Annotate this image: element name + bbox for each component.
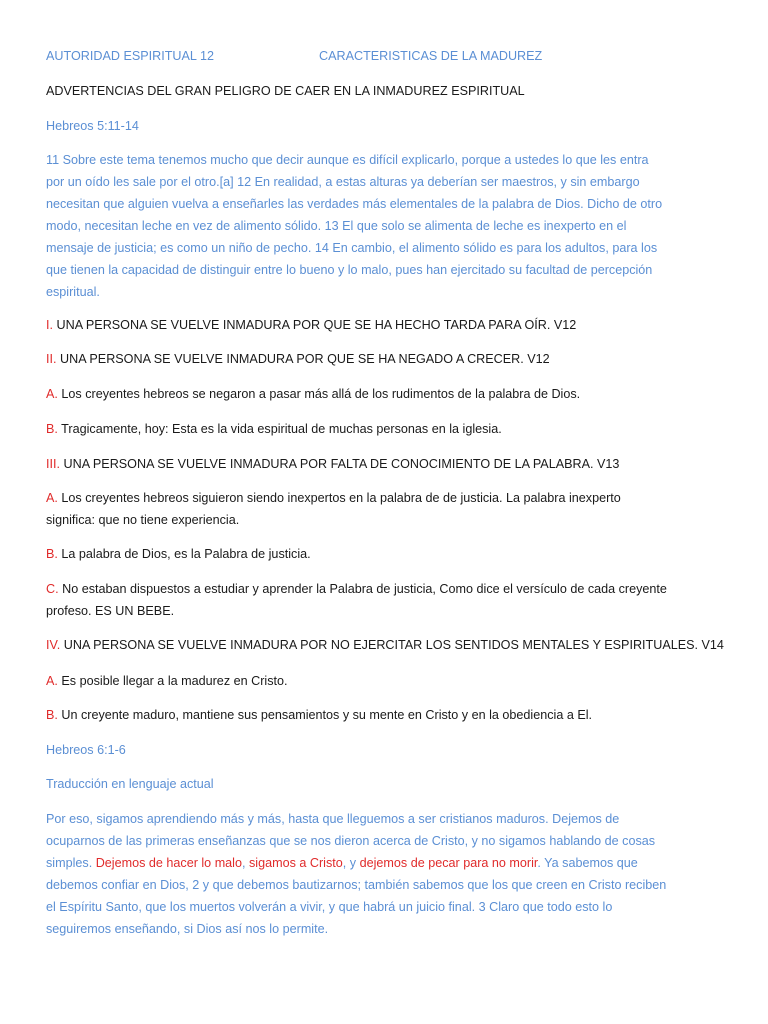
passage-text: ,: [242, 856, 249, 870]
point-marker: B.: [46, 708, 58, 722]
passage-line: Por eso, sigamos aprendiendo más y más, hasta que lleguemos a ser cristianos maduros. Dejemos de: [46, 812, 620, 826]
point-marker: A.: [46, 674, 58, 688]
scripture-reference-1: Hebreos 5:11-14: [46, 119, 139, 133]
passage-line: por un oído les sale por el otro.[a] 12 En realidad, a estas alturas ya deberían ser maestros, y sin embargo: [46, 175, 640, 189]
header-title-left: AUTORIDAD ESPIRITUAL 12: [46, 49, 214, 63]
outline-point-IV-B: [46, 704, 592, 726]
point-marker: B.: [46, 422, 58, 436]
point-text: UNA PERSONA SE VUELVE INMADURA POR QUE SE HA NEGADO A CRECER. V12: [56, 352, 550, 366]
outline-point-II-A: [46, 383, 580, 405]
point-marker: B.: [46, 547, 58, 561]
point-marker: A.: [46, 491, 58, 505]
outline-point-IV-A: [46, 670, 288, 692]
passage-line: seguiremos enseñando, si Dios así nos lo permite.: [46, 922, 329, 936]
passage-text: simples.: [46, 856, 96, 870]
point-text: Es posible llegar a la madurez en Cristo.: [57, 674, 288, 688]
highlighted-phrase: Dejemos de hacer lo malo: [95, 856, 242, 870]
outline-point-II-B: [46, 418, 502, 440]
point-text: Un creyente maduro, mantiene sus pensamientos y su mente en Cristo y en la obediencia a El.: [57, 708, 593, 722]
point-marker: I.: [46, 318, 53, 332]
highlighted-phrase: dejemos de pecar para no morir: [359, 856, 538, 870]
point-marker: IV.: [46, 638, 61, 652]
header-title-right: CARACTERISTICAS DE LA MADUREZ: [319, 49, 543, 63]
main-heading: ADVERTENCIAS DEL GRAN PELIGRO DE CAER EN LA INMADUREZ ESPIRITUAL: [46, 84, 525, 98]
outline-point-IV: [46, 634, 724, 656]
outline-point-III-B: [46, 543, 311, 565]
translation-label: Traducción en lenguaje actual: [46, 777, 214, 791]
passage-line: espiritual.: [46, 285, 100, 299]
point-marker: II.: [46, 352, 57, 366]
point-text: UNA PERSONA SE VUELVE INMADURA POR FALTA DE CONOCIMIENTO DE LA PALABRA. V13: [60, 457, 620, 471]
passage-line: [46, 852, 722, 874]
outline-point-III-C-continued: profeso. ES UN BEBE.: [46, 604, 175, 618]
passage-line: necesitan que alguien vuelva a enseñarles las verdades más elementales de la palabra de Dios. Dicho de otro: [46, 197, 663, 211]
scripture-reference-2: Hebreos 6:1-6: [46, 743, 126, 757]
outline-point-I: [46, 314, 576, 336]
passage-line: ocuparnos de las primeras enseñanzas que se nos dieron acerca de Cristo, y no sigamos hablando de cosas: [46, 834, 656, 848]
passage-text: , y: [342, 856, 360, 870]
passage-line: que tienen la capacidad de distinguir entre lo bueno y lo malo, pues han ejercitado su facultad de percepción: [46, 263, 653, 277]
point-text: La palabra de Dios, es la Palabra de justicia.: [57, 547, 311, 561]
point-text: Tragicamente, hoy: Esta es la vida espiritual de muchas personas en la iglesia.: [57, 422, 502, 436]
point-text: UNA PERSONA SE VUELVE INMADURA POR NO EJERCITAR LOS SENTIDOS MENTALES Y ESPIRITUALES. V14: [60, 638, 724, 652]
point-text: Los creyentes hebreos siguieron siendo inexpertos en la palabra de de justicia. La palabra inexperto: [57, 491, 621, 505]
point-marker: C.: [46, 582, 59, 596]
passage-text: . Ya sabemos que: [537, 856, 638, 870]
passage-line: debemos confiar en Dios, 2 y que debemos bautizarnos; también sabemos que los que creen en Cristo reciben: [46, 878, 667, 892]
outline-point-III-A: [46, 487, 621, 509]
point-text: UNA PERSONA SE VUELVE INMADURA POR QUE SE HA HECHO TARDA PARA OÍR. V12: [53, 318, 577, 332]
scripture-passage-1: [46, 149, 722, 303]
highlighted-phrase: sigamos a Cristo: [249, 856, 343, 870]
passage-line: mensaje de justicia; es como un niño de pecho. 14 En cambio, el alimento sólido es para los adultos, para los: [46, 241, 658, 255]
point-text: No estaban dispuestos a estudiar y aprender la Palabra de justicia, Como dice el versículo de cada creyente: [58, 582, 667, 596]
outline-point-III-C: [46, 578, 667, 600]
scripture-passage-2: [46, 808, 722, 940]
outline-point-III: [46, 453, 619, 475]
passage-line: el Espíritu Santo, que los muertos volverán a vivir, y que habrá un juicio final. 3 Claro que todo esto lo: [46, 900, 613, 914]
outline-point-II: [46, 348, 550, 370]
point-marker: A.: [46, 387, 58, 401]
point-marker: III.: [46, 457, 60, 471]
outline-point-III-A-continued: significa: que no tiene experiencia.: [46, 513, 240, 527]
passage-line: modo, necesitan leche en vez de alimento sólido. 13 El que solo se alimenta de leche es inexperto en el: [46, 219, 627, 233]
passage-line: 11 Sobre este tema tenemos mucho que decir aunque es difícil explicarlo, porque a ustedes lo que les entra: [46, 153, 649, 167]
point-text: Los creyentes hebreos se negaron a pasar más allá de los rudimentos de la palabra de Dios.: [57, 387, 581, 401]
